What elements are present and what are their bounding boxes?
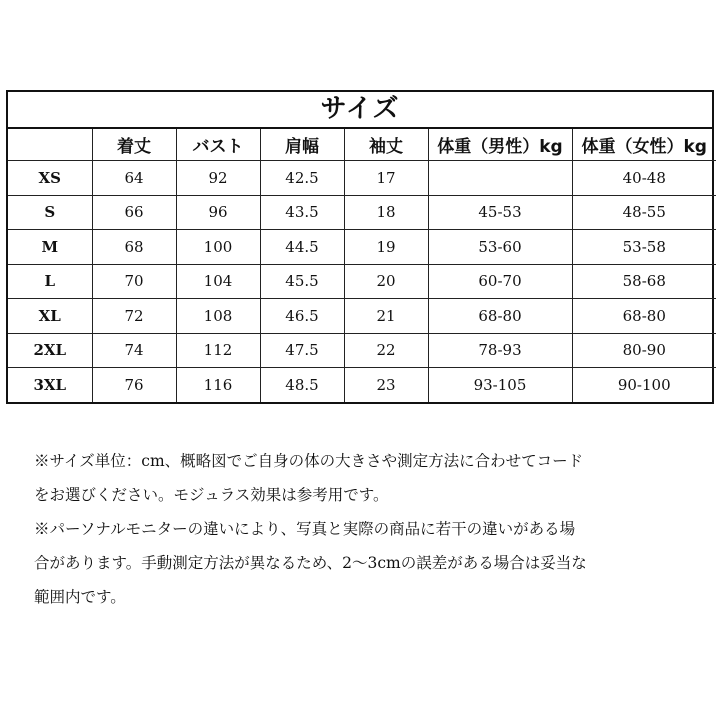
- note-line: をお選びください。モジュラス効果は参考用です。: [34, 486, 389, 504]
- length-cell: 66: [92, 195, 176, 230]
- size-cell: 3XL: [8, 368, 92, 402]
- bust-cell: 108: [176, 299, 260, 334]
- weight-female-cell: 80-90: [572, 333, 716, 368]
- table-row: [8, 299, 716, 334]
- length-cell: 74: [92, 333, 176, 368]
- size-cell: XL: [8, 299, 92, 334]
- header-cell-weight-male: 体重（男性）kg: [428, 129, 572, 161]
- weight-male-cell: 93-105: [428, 368, 572, 402]
- bust-cell: 100: [176, 230, 260, 265]
- bust-cell: 112: [176, 333, 260, 368]
- weight-female-cell: 53-58: [572, 230, 716, 265]
- length-cell: 72: [92, 299, 176, 334]
- header-cell-shoulder: 肩幅: [260, 129, 344, 161]
- table-row: [8, 230, 716, 265]
- weight-male-cell: 53-60: [428, 230, 572, 265]
- weight-male-cell: 68-80: [428, 299, 572, 334]
- sleeve-cell: 20: [344, 264, 428, 299]
- shoulder-cell: 42.5: [260, 161, 344, 196]
- shoulder-cell: 46.5: [260, 299, 344, 334]
- bust-cell: 92: [176, 161, 260, 196]
- size-cell: L: [8, 264, 92, 299]
- note-line: 合があります。手動測定方法が異なるため、2〜3cmの誤差がある場合は妥当な: [34, 554, 587, 572]
- length-cell: 70: [92, 264, 176, 299]
- shoulder-cell: 45.5: [260, 264, 344, 299]
- size-cell: M: [8, 230, 92, 265]
- sleeve-cell: 19: [344, 230, 428, 265]
- weight-female-cell: 40-48: [572, 161, 716, 196]
- weight-female-cell: 68-80: [572, 299, 716, 334]
- weight-male-cell: 78-93: [428, 333, 572, 368]
- bust-cell: 104: [176, 264, 260, 299]
- weight-female-cell: 90-100: [572, 368, 716, 402]
- weight-male-cell: 45-53: [428, 195, 572, 230]
- shoulder-cell: 43.5: [260, 195, 344, 230]
- size-cell: XS: [8, 161, 92, 196]
- size-chart-table: [6, 90, 714, 404]
- note-line: ※サイズ単位：cm、概略図でご自身の体の大きさや測定方法に合わせてコード: [34, 452, 584, 470]
- sleeve-cell: 17: [344, 161, 428, 196]
- shoulder-cell: 48.5: [260, 368, 344, 402]
- size-cell: 2XL: [8, 333, 92, 368]
- size-cell: S: [8, 195, 92, 230]
- sleeve-cell: 22: [344, 333, 428, 368]
- header-cell-weight-female: 体重（女性）kg: [572, 129, 716, 161]
- weight-male-cell: 60-70: [428, 264, 572, 299]
- sleeve-cell: 21: [344, 299, 428, 334]
- notes-section: [34, 444, 694, 614]
- table-row: [8, 264, 716, 299]
- length-cell: 64: [92, 161, 176, 196]
- header-cell-size: [8, 129, 92, 161]
- size-grid: [8, 129, 716, 402]
- header-cell-length: 着丈: [92, 129, 176, 161]
- table-row: [8, 195, 716, 230]
- header-cell-sleeve: 袖丈: [344, 129, 428, 161]
- weight-female-cell: 58-68: [572, 264, 716, 299]
- table-row: [8, 161, 716, 196]
- shoulder-cell: 44.5: [260, 230, 344, 265]
- bust-cell: 96: [176, 195, 260, 230]
- weight-female-cell: 48-55: [572, 195, 716, 230]
- sleeve-cell: 18: [344, 195, 428, 230]
- length-cell: 68: [92, 230, 176, 265]
- table-row: [8, 368, 716, 402]
- header-cell-bust: バスト: [176, 129, 260, 161]
- length-cell: 76: [92, 368, 176, 402]
- sleeve-cell: 23: [344, 368, 428, 402]
- note-line: ※パーソナルモニターの違いにより、写真と実際の商品に若干の違いがある場: [34, 520, 576, 538]
- header-row: [8, 129, 716, 161]
- weight-male-cell: [428, 161, 572, 196]
- note-line: 範囲内です。: [34, 588, 126, 606]
- bust-cell: 116: [176, 368, 260, 402]
- table-title: サイズ: [8, 92, 712, 129]
- table-row: [8, 333, 716, 368]
- shoulder-cell: 47.5: [260, 333, 344, 368]
